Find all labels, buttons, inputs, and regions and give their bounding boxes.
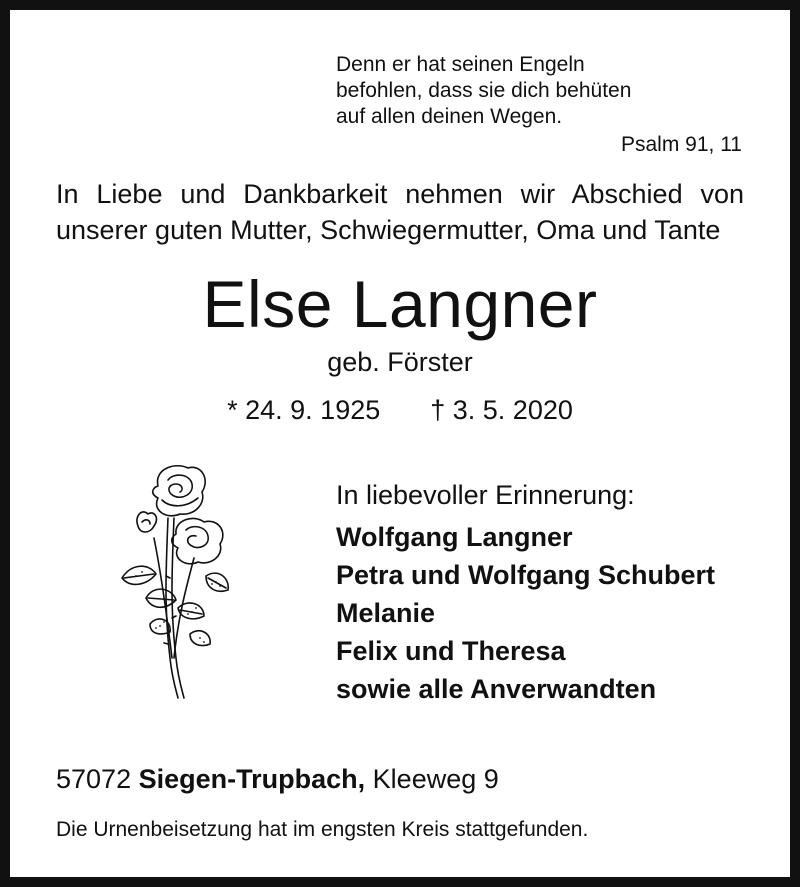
street: Kleeweg 9 (372, 764, 499, 794)
intro-line: In Liebe und Dankbarkeit nehmen wir Abschied von (56, 179, 744, 209)
verse-line: befohlen, dass sie dich behüten (336, 79, 632, 102)
mourner-name: Wolfgang Langner (336, 522, 573, 552)
life-dates (10, 393, 790, 427)
bible-verse (336, 52, 631, 130)
verse-line: auf allen deinen Wegen. (336, 105, 563, 128)
rose-icon (106, 458, 236, 703)
intro-line: unserer guten Mutter, Schwiegermutter, Oma und Tante (56, 215, 721, 245)
intro-text (56, 176, 744, 248)
mourner-name: Melanie (336, 598, 436, 628)
postal-code: 57072 (56, 764, 132, 794)
mourner-name: sowie alle Anverwandten (336, 674, 657, 704)
maiden-name: geb. Förster (327, 347, 473, 377)
remembrance-heading: In liebevoller Erinnerung: (336, 480, 635, 510)
death-date: † 3. 5. 2020 (430, 395, 573, 425)
verse-reference: Psalm 91, 11 (620, 133, 742, 156)
mourner-name: Petra und Wolfgang Schubert (336, 560, 716, 590)
address (56, 762, 499, 796)
verse-line: Denn er hat seinen Engeln (336, 53, 585, 76)
burial-note: Die Urnenbeisetzung hat im engsten Kreis stattgefunden. (56, 818, 589, 841)
deceased-name: Else Langner (202, 267, 598, 341)
mourner-name: Felix und Theresa (336, 636, 566, 666)
city: Siegen-Trupbach, (138, 764, 366, 794)
mourners-list (336, 518, 715, 708)
birth-date: * 24. 9. 1925 (227, 395, 381, 425)
